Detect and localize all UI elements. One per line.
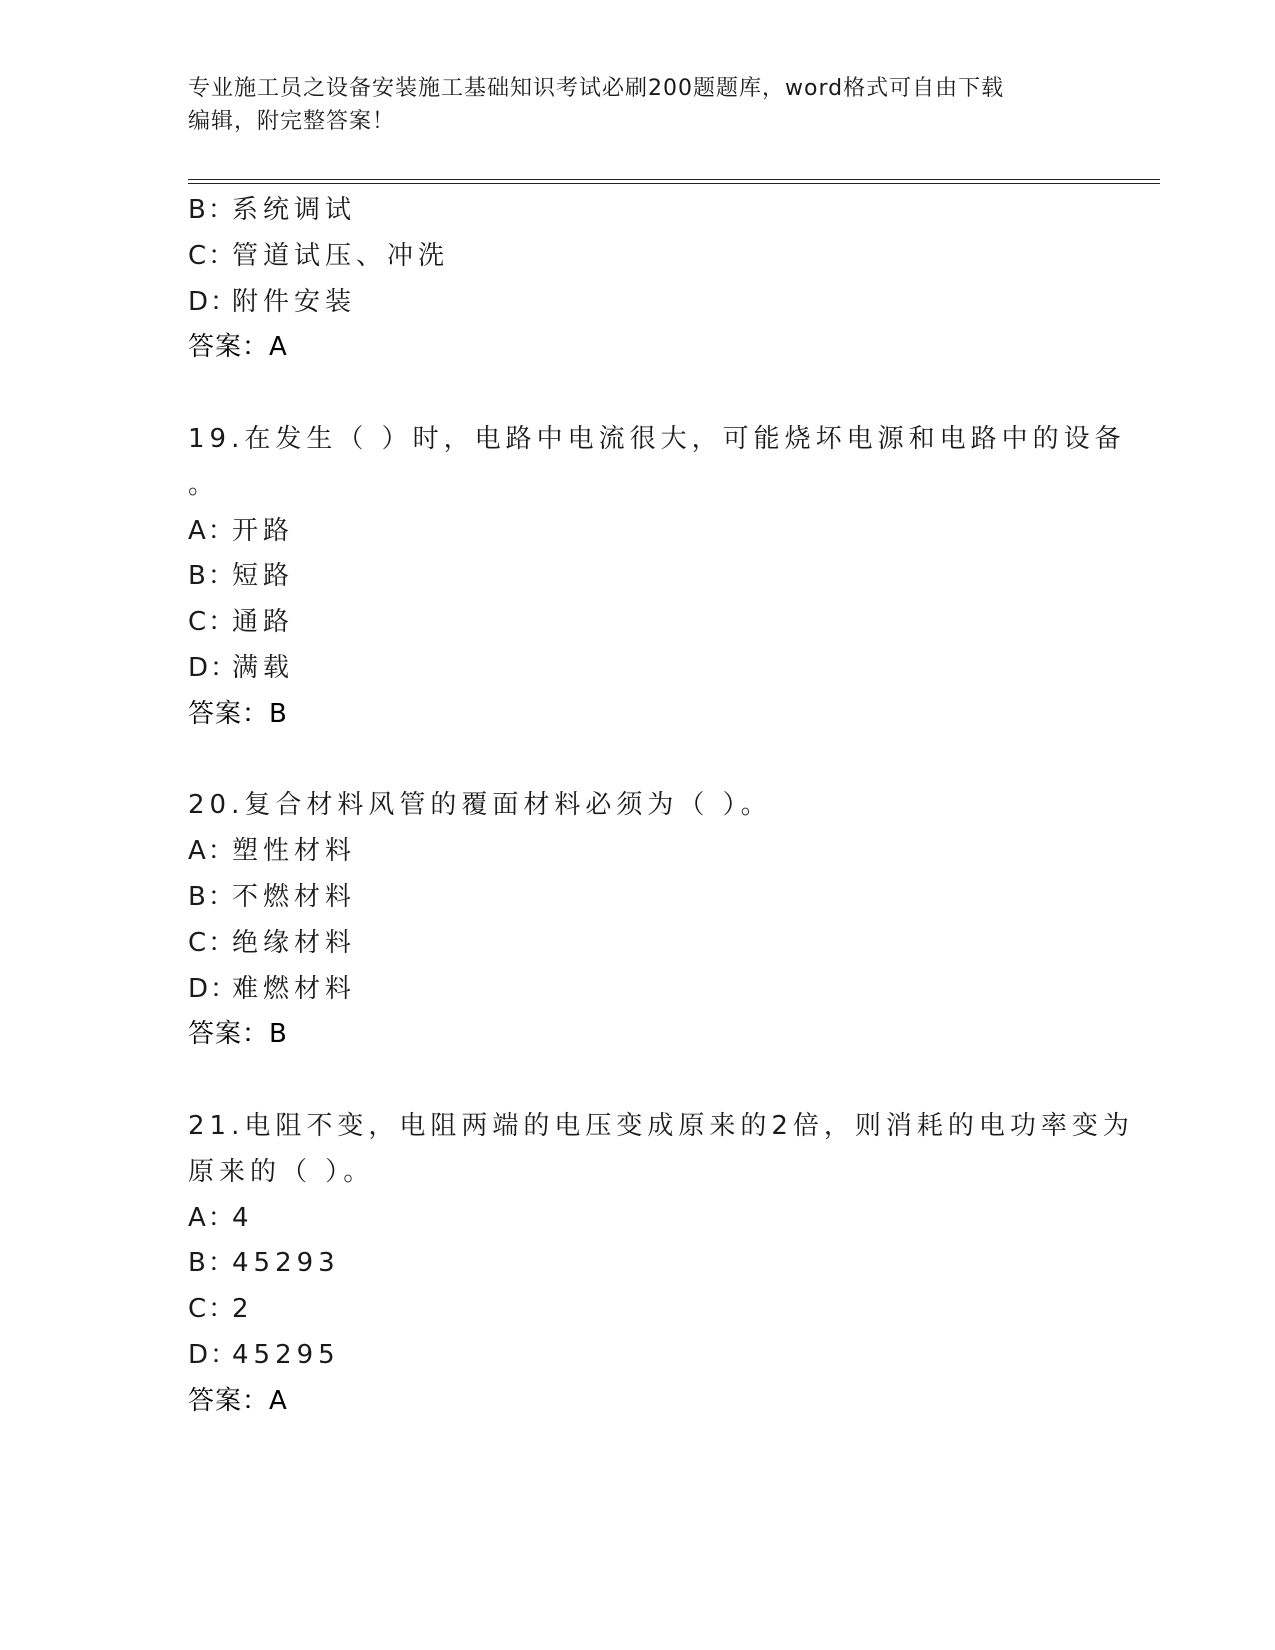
option-c: [188, 234, 1088, 280]
option-text: 难燃材料: [232, 973, 357, 1004]
option-label: C：: [188, 1294, 237, 1325]
question-list: [188, 188, 1134, 1425]
option-label: D：: [188, 973, 239, 1004]
option-label: D：: [188, 1339, 239, 1370]
option-a: [188, 829, 1088, 875]
option-text: 4: [232, 1202, 254, 1233]
answer-line: 答案：A: [188, 1385, 288, 1416]
option-label: D：: [188, 652, 239, 683]
option-text: 不燃材料: [232, 881, 357, 912]
option-label: A：: [188, 1202, 236, 1233]
option-label: C：: [188, 607, 237, 638]
option-label: A：: [188, 515, 236, 546]
answer-line: 答案：B: [188, 1019, 288, 1050]
header-divider-bottom: [188, 183, 1160, 184]
answer-line: 答案：B: [188, 698, 288, 729]
option-text: 45293: [232, 1248, 340, 1279]
option-label: D：: [188, 286, 239, 317]
spacer: [188, 371, 1088, 417]
option-text: 塑性材料: [232, 836, 357, 867]
question-21: [188, 1104, 1134, 1425]
option-text: 满载: [232, 652, 295, 683]
header-title-line-2: 编辑，附完整答案！: [188, 109, 396, 134]
question-stem-line-2: 原来的（ ）。: [188, 1156, 375, 1187]
option-label: A：: [188, 836, 236, 867]
question-19: [188, 417, 1126, 738]
question-stem-line-1: 19.在发生（ ）时，电路中电流很大，可能烧坏电源和电路中的设备: [188, 423, 1126, 454]
header-divider-top: [188, 179, 1160, 180]
option-c: [188, 1287, 1088, 1333]
option-c: [188, 921, 1088, 967]
option-a: [188, 509, 1088, 555]
option-d: [188, 967, 1088, 1013]
option-text: 通路: [232, 607, 295, 638]
option-text: 管道试压、冲洗: [232, 240, 450, 271]
question-stem-line-1: 20.复合材料风管的覆面材料必须为（ ）。: [188, 790, 772, 821]
option-d: [188, 1333, 1088, 1379]
option-text: 短路: [232, 561, 295, 592]
option-label: B：: [188, 881, 236, 912]
header-title-line-1: 专业施工员之设备安装施工基础知识考试必刷200题题库，word格式可自由下载: [188, 76, 1005, 101]
option-b: [188, 188, 1088, 234]
option-b: [188, 875, 1088, 921]
option-d: [188, 646, 1088, 692]
answer-line: 答案：A: [188, 332, 288, 363]
option-text: 2: [232, 1294, 254, 1325]
option-b: [188, 1241, 1088, 1287]
question-stem-line-2: 。: [188, 469, 220, 500]
option-c: [188, 600, 1088, 646]
option-text: 绝缘材料: [232, 927, 357, 958]
option-text: 系统调试: [232, 195, 357, 225]
question-18-continued: [188, 188, 1088, 371]
option-a: [188, 1196, 1088, 1242]
question-stem-line-1: 21.电阻不变，电阻两端的电压变成原来的2倍，则消耗的电功率变为: [188, 1110, 1134, 1141]
option-text: 附件安装: [232, 286, 357, 317]
option-label: C：: [188, 927, 237, 958]
option-d: [188, 280, 1088, 326]
option-text: 45295: [232, 1339, 340, 1370]
spacer: [188, 1058, 1088, 1104]
option-label: B：: [188, 561, 236, 592]
spacer: [188, 738, 1088, 784]
option-label: B：: [188, 1248, 236, 1279]
option-label: C：: [188, 240, 237, 271]
option-label: B：: [188, 195, 236, 225]
option-b: [188, 554, 1088, 600]
question-20: [188, 783, 1088, 1058]
option-text: 开路: [232, 515, 295, 546]
document-header: [188, 72, 1088, 138]
